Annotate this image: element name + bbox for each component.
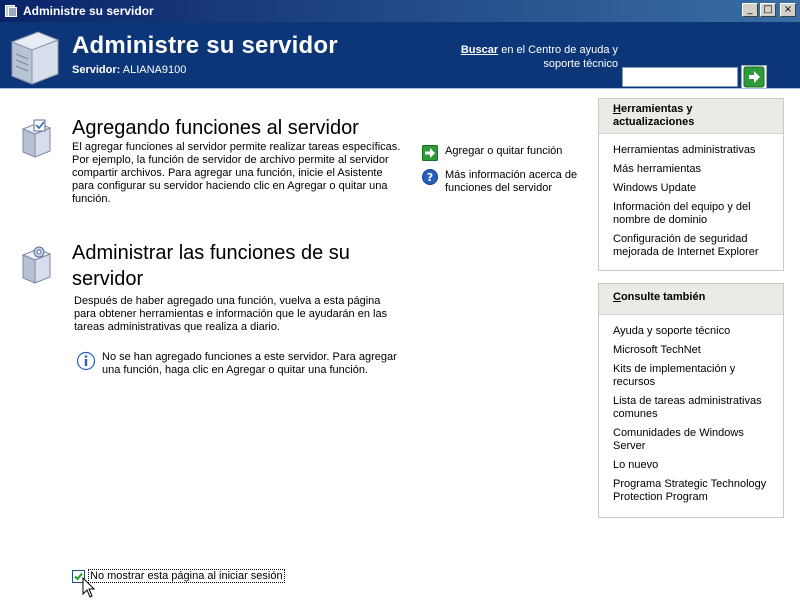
main-content <box>0 89 800 600</box>
tools-updates-list <box>599 134 783 273</box>
link-common-admin-tasks[interactable]: Lista de tareas administrativas comunes <box>613 395 762 420</box>
task-more-info-label[interactable]: Más información acerca de funciones del servidor <box>445 169 578 194</box>
no-roles-note-text: No se han agregado funciones a este servidor. Para agregar una función, haga clic en Agregar o quitar una función. <box>102 351 397 376</box>
server-manage-role-icon <box>20 245 54 285</box>
tools-updates-panel-header: Herramientas y actualizaciones <box>599 99 783 134</box>
mouse-cursor-icon <box>82 577 96 599</box>
info-icon <box>76 351 96 371</box>
link-windows-update[interactable]: Windows Update <box>613 182 697 194</box>
page-header <box>0 22 800 88</box>
task-more-info[interactable] <box>422 169 582 195</box>
green-arrow-icon <box>742 66 766 88</box>
section-manage-title: Administrar las funciones de su servidor <box>72 242 350 290</box>
link-help-support[interactable]: Ayuda y soporte técnico <box>613 325 731 337</box>
green-arrow-icon <box>422 145 438 161</box>
link-stpp[interactable]: Programa Strategic Technology Protection Program <box>613 478 767 503</box>
window-controls <box>742 3 796 17</box>
link-ie-security-config[interactable]: Configuración de seguridad mejorada de Internet Explorer <box>613 233 759 258</box>
link-windows-server-communities[interactable]: Comunidades de Windows Server <box>613 427 744 452</box>
close-button[interactable]: × <box>780 3 796 17</box>
app-icon[interactable] <box>4 4 18 18</box>
server-info <box>72 64 186 76</box>
window-title: Administre su servidor <box>23 4 154 18</box>
page-title: Administre su servidor <box>72 32 338 59</box>
task-add-remove-role-label[interactable]: Agregar o quitar función <box>445 145 563 157</box>
link-whats-new[interactable]: Lo nuevo <box>613 459 659 471</box>
tools-updates-panel <box>598 98 784 271</box>
section-manage-description: Después de haber agregado una función, vuelva a esta página para obtener herramientas e información que le ayudarán en las tareas administrativas que realiza a diario. <box>74 295 388 333</box>
server-icon <box>8 28 62 86</box>
section-add-title: Agregando funciones al servidor <box>72 117 359 139</box>
search-link[interactable]: Buscar <box>460 44 499 56</box>
dont-show-checkbox-label[interactable]: No mostrar esta página al iniciar sesión <box>90 570 283 582</box>
server-label: Servidor: <box>72 64 121 76</box>
link-admin-tools[interactable]: Herramientas administrativas <box>613 144 756 156</box>
server-add-role-icon <box>20 119 54 159</box>
link-technet[interactable]: Microsoft TechNet <box>613 344 701 356</box>
maximize-button[interactable]: □ <box>760 3 776 17</box>
see-also-list <box>599 315 783 518</box>
see-also-panel-header: Consulte también <box>599 284 783 315</box>
section-add-description: El agregar funciones al servidor permite realizar tareas específicas. Por ejemplo, la función de servidor de archivo permite al servidor compartir archivos. Para agregar una función, inicie el Asistente para configurar su servidor haciendo clic en Agregar o quitar una función. <box>72 141 401 205</box>
link-more-tools[interactable]: Más herramientas <box>613 163 702 175</box>
no-roles-note <box>76 351 406 377</box>
link-computer-domain-info[interactable]: Información del equipo y del nombre de dominio <box>613 201 751 226</box>
svg-text:?: ? <box>426 171 434 184</box>
server-name: ALIANA9100 <box>122 64 187 76</box>
see-also-panel <box>598 283 784 518</box>
search-text-1: en el Centro de ayuda y <box>498 44 618 56</box>
search-input[interactable] <box>622 67 738 87</box>
search-text-2: soporte técnico <box>543 58 618 70</box>
search-go-button[interactable] <box>741 65 767 89</box>
minimize-button[interactable]: _ <box>742 3 758 17</box>
link-deployment-kits[interactable]: Kits de implementación y recursos <box>613 363 736 388</box>
help-icon <box>422 169 438 185</box>
task-add-remove-role[interactable] <box>422 145 582 161</box>
search-label <box>418 43 618 71</box>
title-bar <box>0 0 800 22</box>
dont-show-checkbox-row[interactable] <box>72 569 285 583</box>
